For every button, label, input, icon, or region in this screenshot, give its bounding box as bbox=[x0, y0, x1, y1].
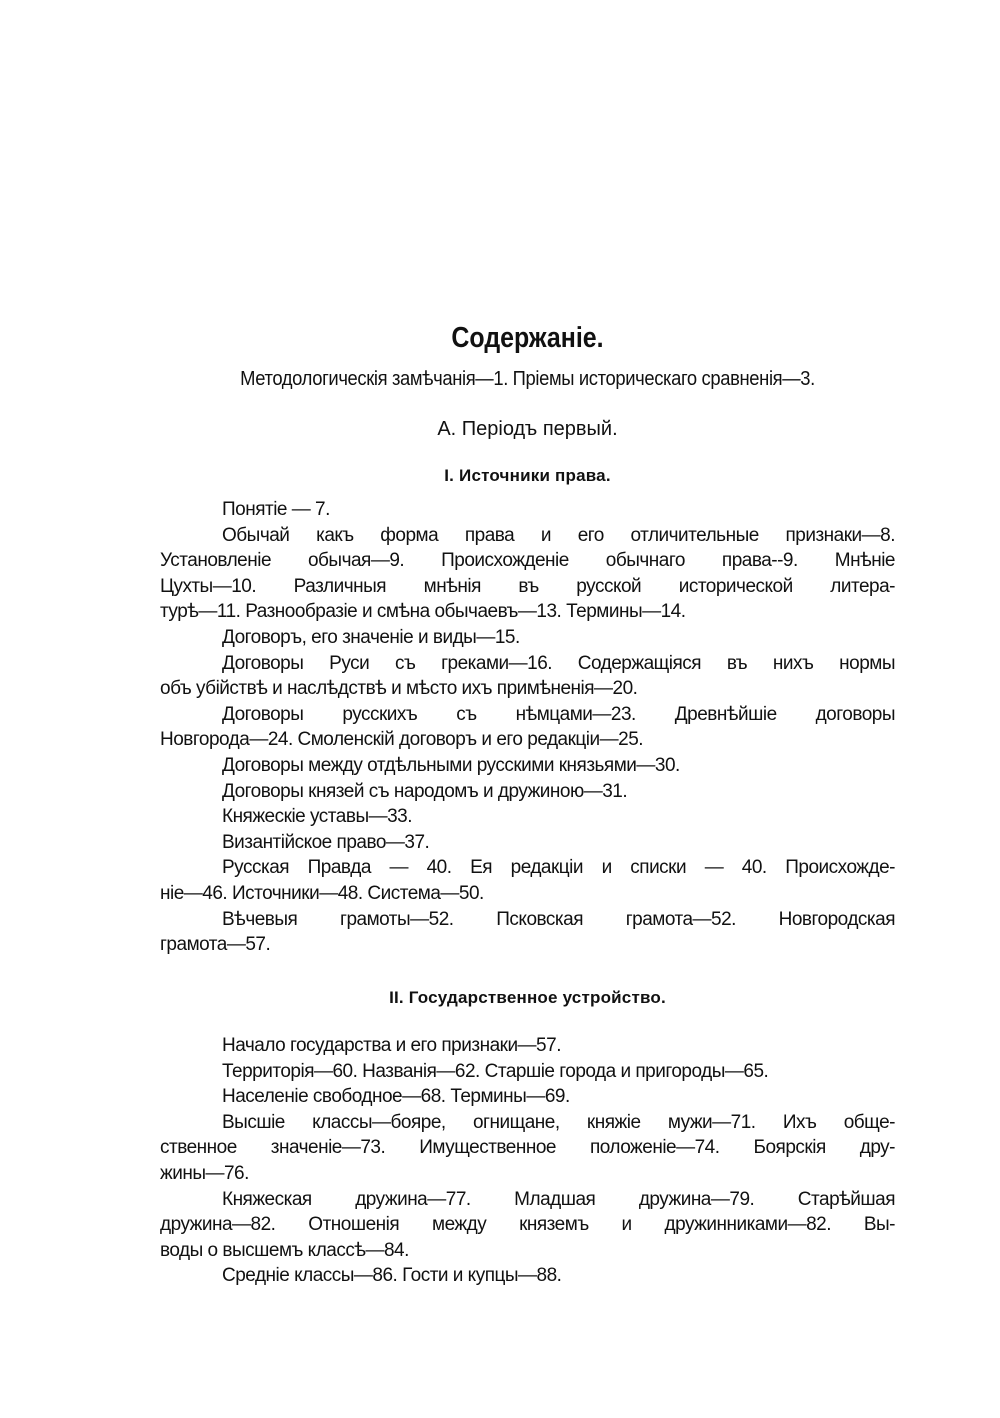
toc-entry bbox=[160, 1084, 895, 1110]
toc-line: ніе—46. Источники—48. Система—50. bbox=[160, 882, 484, 904]
toc-entry bbox=[160, 651, 895, 702]
toc-line: Установленіе обычая—9. Происхожденіе обычнаго права--9. Мнѣніе bbox=[160, 550, 895, 572]
toc-entry bbox=[160, 1059, 895, 1085]
toc-line: Начало государства и его признаки—57. bbox=[222, 1035, 561, 1056]
toc-line: Княжеская дружина—77. Младшая дружина—79. Старѣйшая bbox=[222, 1188, 895, 1210]
toc-line: Русская Правда — 40. Ея редакціи и списки — 40. Происхожде- bbox=[222, 857, 895, 879]
toc-line: Византійское право—37. bbox=[222, 831, 430, 853]
toc-line: Договоры между отдѣльными русскими князьями—30. bbox=[222, 754, 680, 776]
toc-line: жины—76. bbox=[160, 1162, 249, 1184]
toc-line: Вѣчевыя грамоты—52. Псковская грамота—52. Новгородская bbox=[222, 908, 895, 930]
toc-line: Договоры Руси съ греками—16. Содержащіяся въ нихъ нормы bbox=[222, 652, 895, 674]
toc-entry bbox=[160, 753, 895, 779]
toc-line: грамота—57. bbox=[160, 934, 271, 956]
toc-line: Территорія—60. Названія—62. Старшіе города и пригороды—65. bbox=[222, 1060, 769, 1082]
toc-line: Высшіе классы—бояре, огнищане, княжіе мужи—71. Ихъ обще- bbox=[222, 1111, 895, 1133]
section-heading-sources: I. Источники права. bbox=[444, 466, 611, 485]
intro-entry: Методологическія замѣчанія—1. Пріемы историческаго сравненія—3. bbox=[240, 368, 815, 390]
toc-line: Новгорода—24. Смоленскій договоръ и его редакціи—25. bbox=[160, 729, 644, 751]
toc-entry bbox=[160, 497, 895, 523]
toc-line: Цухты—10. Различныя мнѣнія въ русской исторической литера- bbox=[160, 575, 895, 597]
toc-entry bbox=[160, 1263, 895, 1289]
toc-line: объ убійствѣ и наслѣдствѣ и мѣсто ихъ примѣненія—20. bbox=[160, 678, 638, 700]
toc-entry bbox=[160, 779, 895, 805]
toc-entry bbox=[160, 830, 895, 856]
toc-line: Княжескіе уставы—33. bbox=[222, 806, 413, 828]
section-heading-state: II. Государственное устройство. bbox=[389, 988, 666, 1007]
toc-line: Договоръ, его значеніе и виды—15. bbox=[222, 626, 520, 648]
toc-line: Населеніе свободное—68. Термины—69. bbox=[222, 1086, 570, 1108]
toc-line: Договоры русскихъ съ нѣмцами—23. Древнѣйшіе договоры bbox=[222, 703, 895, 725]
section-list-sources bbox=[160, 497, 895, 958]
toc-line: дружина—82. Отношенія между княземъ и дружинниками—82. Вы- bbox=[160, 1214, 895, 1236]
toc-line: Договоры князей съ народомъ и дружиною—31. bbox=[222, 780, 628, 802]
toc-line: Средніе классы—86. Гости и купцы—88. bbox=[222, 1265, 562, 1287]
toc-entry bbox=[160, 523, 895, 625]
toc-line: ственное значеніе—73. Имущественное положеніе—74. Боярскія дру- bbox=[160, 1137, 895, 1159]
toc-entry bbox=[160, 1187, 895, 1264]
section-list-state bbox=[160, 1033, 895, 1289]
toc-line: Понятіе — 7. bbox=[222, 499, 330, 520]
toc-entry bbox=[160, 625, 895, 651]
toc-entry bbox=[160, 1110, 895, 1187]
toc-entry bbox=[160, 907, 895, 958]
toc-entry bbox=[160, 804, 895, 830]
toc-line: Обычай какъ форма права и его отличительные признаки—8. bbox=[222, 524, 895, 546]
toc-entry bbox=[160, 1033, 895, 1059]
toc-entry bbox=[160, 702, 895, 753]
page-title: Содержаніе. bbox=[451, 322, 604, 354]
period-heading: А. Періодъ первый. bbox=[437, 418, 618, 440]
toc-entry bbox=[160, 855, 895, 906]
toc-line: турѣ—11. Разнообразіе и смѣна обычаевъ—13. Термины—14. bbox=[160, 601, 686, 623]
toc-line: воды о высшемъ классѣ—84. bbox=[160, 1239, 409, 1261]
